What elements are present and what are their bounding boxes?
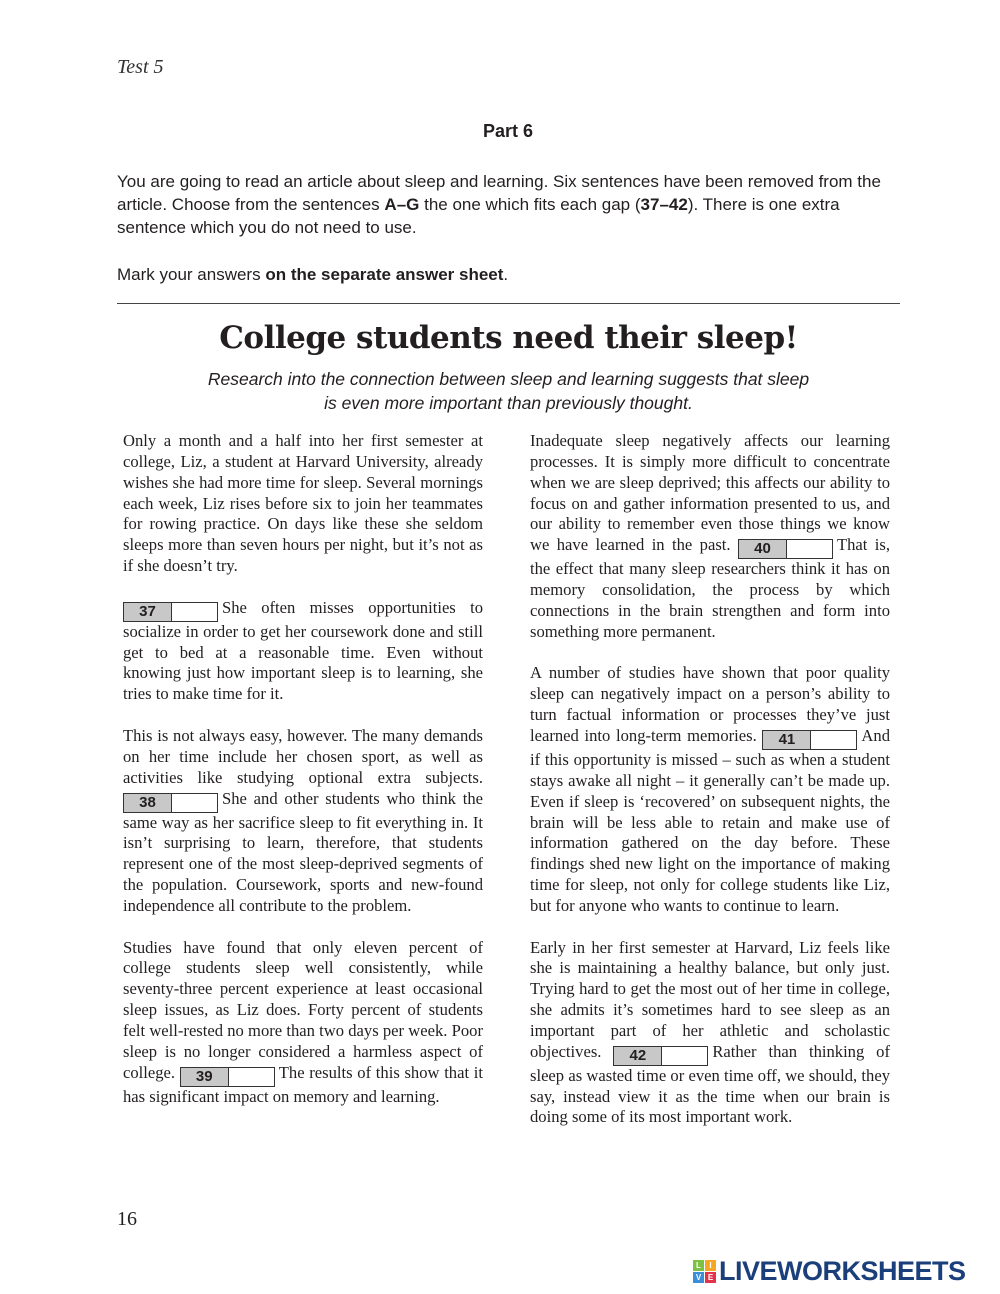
instruction-text: You are going to read an article about sleep and learning. Six sentences have been removed from the article. Choose from the sentences A–G the one which fits each gap (37–42). There is one extra sentence which you do not need to use. [117, 172, 881, 237]
part-heading: Part 6 [482, 121, 534, 141]
gap-38[interactable] [123, 793, 218, 813]
gap-answer-input[interactable] [811, 731, 856, 749]
article-paragraph [530, 938, 890, 1129]
paragraph-text: Studies have found that only eleven percent of college students sleep well consistently, while seventy-three percent experience at least occasional sleep issues, as Liz does. Forty percent of students felt well-rested no more than two days per week. Poor sleep is no longer considered a harmless aspect of college. [123, 937, 483, 1082]
answer-sheet-note: Mark your answers on the separate answer sheet. [117, 265, 509, 284]
article-subtitle: Research into the connection between sleep and learning suggests that sleep is even more important than previously thought. [207, 369, 810, 413]
gap-number: 41 [763, 731, 811, 749]
paragraph-text: This is not always easy, however. The many demands on her time include her chosen sport, as well as activities like studying optional extra subjects. [123, 725, 483, 787]
paragraph-text: That is, the effect that many sleep researchers think it has on memory consolidation, the process by which connections in the brain strengthen and form into something more permanent. [530, 535, 890, 641]
gap-answer-input[interactable] [172, 603, 217, 621]
gap-number: 39 [181, 1068, 229, 1086]
article-paragraph [530, 431, 890, 643]
article-paragraph [123, 726, 483, 917]
gap-answer-input[interactable] [787, 540, 832, 558]
article-paragraph [123, 598, 483, 705]
article-title: College students need their sleep! [219, 320, 798, 356]
gap-answer-input[interactable] [172, 794, 217, 812]
gap-37[interactable] [123, 602, 218, 622]
left-column [123, 431, 483, 1128]
logo-tile: V [693, 1272, 704, 1283]
instructions [117, 170, 907, 310]
article-paragraph [123, 431, 483, 577]
paragraph-text: Rather than thinking of sleep as wasted time or even time off, we should, they say, instead view it as the time when our brain is doing some of its most important work. [530, 1041, 891, 1127]
paragraph-text: And if this opportunity is missed – such as when a student stays awake all night – it generally can’t be made up. Even if sleep is ‘recovered’ on subsequent nights, the brain will be less able to retain and make use of information gathered on the day before. These findings shed new light on the importance of making time for sleep, not only for college students like Liz, but for anyone who wants to continue to learn. [530, 725, 890, 915]
paragraph-text: Early in her first semester at Harvard, Liz feels like she is maintaining a healthy balance, but only just. Trying hard to get the most out of her time in college, she admits it’s sometimes hard to see sleep as an important part of her athletic and scholastic objectives. [530, 937, 890, 1061]
paragraph-text: A number of studies have shown that poor quality sleep can negatively impact on a person’s ability to turn factual information or processes they’ve just learned into long-term memories. [530, 663, 890, 745]
gap-40[interactable] [738, 539, 833, 559]
paragraph-text: She often misses opportunities to socialize in order to get her coursework done and still get to bed at a reasonable time. Even without knowing just how important sleep is to learning, she tries to make time for it. [123, 597, 483, 704]
gap-41[interactable] [762, 730, 857, 750]
gap-answer-input[interactable] [229, 1068, 274, 1086]
test-label: Test 5 [117, 56, 164, 78]
page-number: 16 [117, 1208, 137, 1230]
logo-tiles-icon [693, 1260, 716, 1283]
gap-number: 42 [614, 1047, 662, 1065]
liveworksheets-logo: L I V E LIVEWORKSHEETS [693, 1256, 966, 1287]
divider [117, 303, 900, 304]
paragraph-text: Inadequate sleep negatively affects our learning processes. It is simply more difficult to concentrate when we are sleep deprived; this affects our ability to focus on and gather information presented to us, and our ability to remember even those things we know we have learned in the past. [530, 431, 890, 555]
gap-number: 40 [739, 540, 787, 558]
right-column [530, 431, 890, 1149]
paragraph-text: She and other students who think the same way as her sacrifice sleep to fit everything in. It isn’t surprising to learn, therefore, that students represent one of the most sleep-deprived segments of the population. Coursework, sports and new-found independence all contribute to the problem. [123, 788, 483, 915]
gap-number: 38 [124, 794, 172, 812]
gap-39[interactable] [180, 1067, 275, 1087]
logo-tile: L [693, 1260, 704, 1271]
logo-tile: E [705, 1272, 716, 1283]
article-paragraph [123, 938, 483, 1108]
article-paragraph [530, 663, 890, 916]
gap-answer-input[interactable] [662, 1047, 707, 1065]
gap-42[interactable] [613, 1046, 708, 1066]
logo-tile: I [705, 1260, 716, 1271]
gap-number: 37 [124, 603, 172, 621]
paragraph-text: Only a month and a half into her first semester at college, Liz, a student at Harvard University, already wishes she had more time for sleep. Several mornings each week, Liz rises before six to join her teammates for rowing practice. On days like these she seldom sleeps more than seven hours per night, but it’s not as if she doesn’t try. [123, 431, 483, 576]
paragraph-text: The results of this show that it has significant impact on memory and learning. [123, 1062, 483, 1106]
